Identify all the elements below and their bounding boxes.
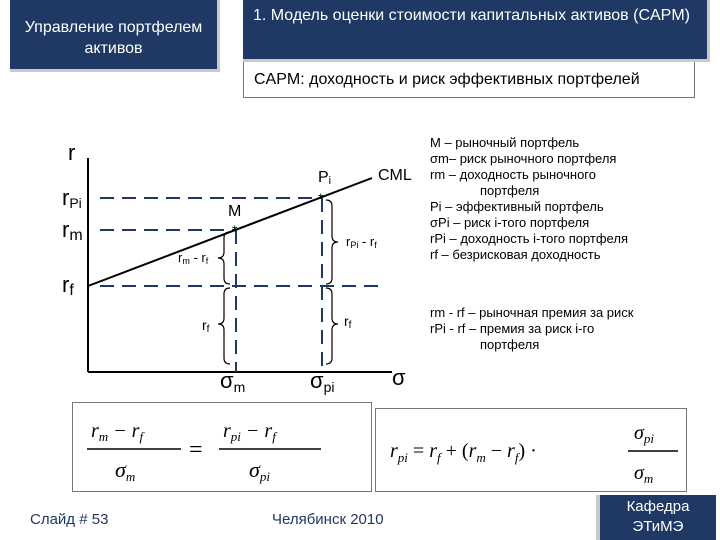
legend-item: Pi – эффективный портфель (430, 199, 604, 214)
legend-item: σPi – риск i-того портфеля (430, 215, 590, 230)
brace-rf-left-label: rf (202, 317, 210, 335)
svg-text:=: = (189, 437, 203, 463)
label-rpi (62, 185, 82, 211)
legend-item: rm – доходность рыночного (430, 167, 596, 182)
formula-cml (375, 408, 687, 492)
label-rm-base: r (62, 217, 70, 242)
label-rf (62, 272, 74, 299)
point-m-marker: * (232, 222, 238, 238)
sigma-pi-base: σ (310, 368, 324, 393)
formula-cml-svg (376, 409, 688, 493)
department-line-1: Кафедра (626, 498, 690, 515)
slide-title-text: 1. Модель оценки стоимости капитальных активов (CAPM) (253, 7, 690, 24)
point-pi-sub: i (328, 175, 332, 187)
legend-item: M – рыночный портфель (430, 135, 580, 150)
premium-notes (430, 305, 715, 353)
label-rf-base: r (62, 272, 70, 297)
point-pi-label (318, 169, 331, 187)
legend-item: портфеля (480, 183, 540, 198)
label-rf-sub: f (69, 282, 74, 299)
legend-item: σm– риск рыночного портфеля (430, 151, 617, 166)
svg-text:rpi − rf: $r_{pi} - r_f$ (223, 420, 276, 444)
brace-rf-right (326, 288, 338, 364)
sigma-m-sub: m (233, 379, 246, 395)
svg-text:σm: $\sigma_m$ (634, 462, 654, 486)
x-axis-label: σ (392, 365, 406, 390)
legend-item: rf – безрисковая доходность (430, 247, 601, 262)
formula-sharpe-equality (72, 402, 372, 492)
point-pi-marker: * (318, 190, 324, 206)
cml-label: CML (378, 167, 412, 184)
legend (430, 135, 715, 263)
label-rm (62, 217, 83, 244)
brace-rf-left (218, 288, 230, 364)
label-rpi-base: r (62, 185, 70, 210)
footer-city: Челябинск 2010 (272, 511, 384, 528)
point-m-label: M (228, 203, 242, 220)
brace-rf-right-label: rf (344, 313, 352, 331)
section-title-text: Управление портфелем активов (24, 18, 203, 57)
slide-subtitle-text: CAPM: доходность и риск эффективных портфелей (254, 71, 640, 88)
svg-text:rpi = rf + (rm − rf) ·: $r_{pi} = r_f + (r_m - r_f)$ · (390, 440, 537, 465)
department-line-2: ЭТиМЭ (632, 518, 684, 535)
legend-item: rPi – доходность i-того портфеля (430, 231, 628, 246)
department-badge (596, 495, 716, 540)
premium-item: портфеля (480, 337, 540, 352)
brace-rpi-rf-label: rPi - rf (346, 234, 377, 250)
brace-rpi-rf (326, 200, 338, 284)
slide-number: Слайд # 53 (30, 511, 109, 528)
point-pi-base: P (318, 169, 329, 186)
svg-text:rm − rf: $r_m - r_f$ (91, 420, 144, 444)
formula-sharpe-svg (73, 403, 373, 493)
label-rm-sub: m (69, 227, 83, 244)
sigma-pi-sub: pi (323, 379, 335, 395)
svg-text:σpi: σpi (249, 457, 270, 484)
sigma-m-base: σ (220, 368, 234, 393)
svg-text:σm: σm (115, 457, 136, 484)
premium-item: rPi - rf – премия за риск i-го (430, 321, 595, 336)
y-axis-label: r (68, 140, 76, 165)
premium-item: rm - rf – рыночная премия за риск (430, 305, 634, 320)
label-rpi-sub: Pi (69, 195, 82, 211)
brace-rm-rf-label: rm - rf (178, 250, 209, 266)
brace-rm-rf (218, 232, 230, 284)
svg-text:σpi: $\sigma_{pi}$ (634, 422, 654, 446)
